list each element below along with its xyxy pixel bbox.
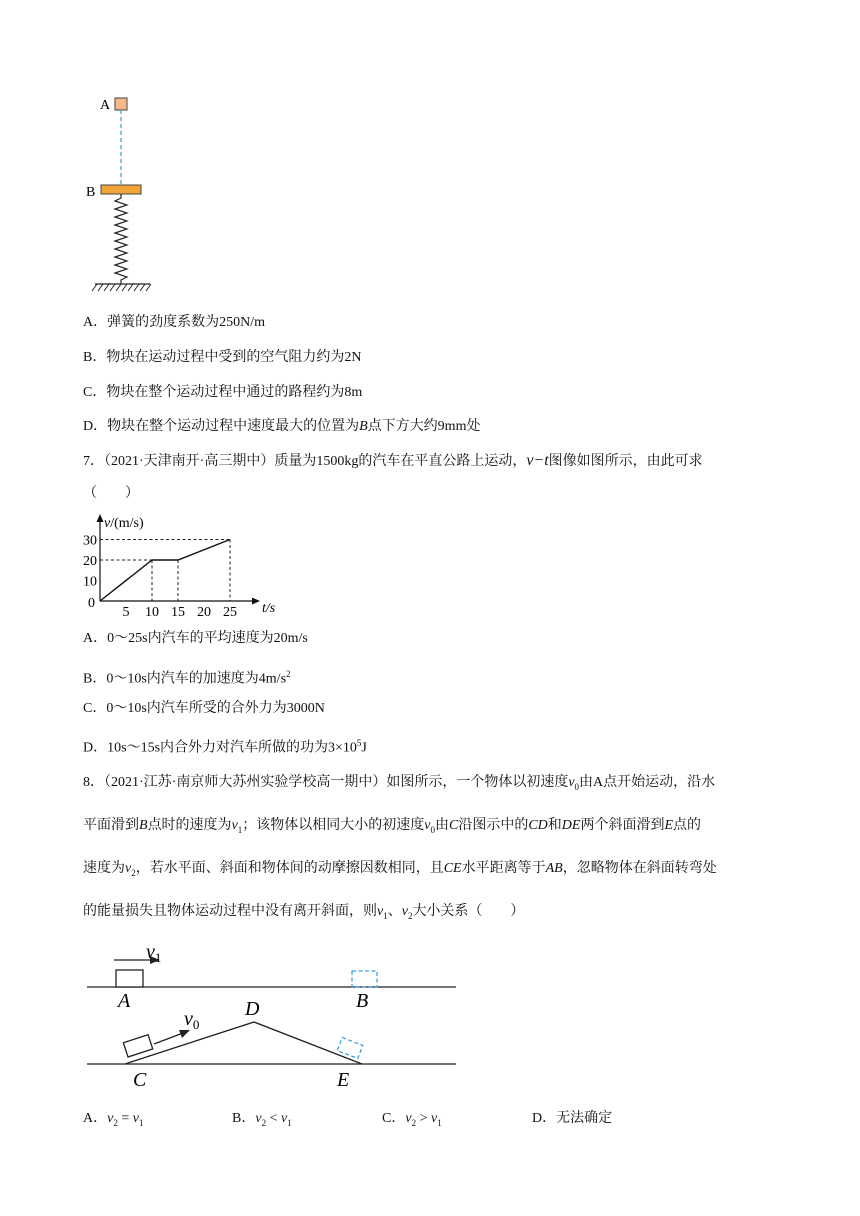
q7-stem-line2: （ ） (83, 486, 139, 501)
dashed-block-b (352, 971, 377, 987)
block-a (115, 98, 127, 110)
q7-option-a: A．0～25s内汽车的平均速度为20m/s (83, 631, 308, 646)
y-tick-label-30: 30 (83, 533, 97, 549)
q6-option-d: D．物块在整个运动过程中速度最大的位置为B点下方大约9mm处 (83, 419, 481, 434)
q7-option-d: D．10s～15s内合外力对汽车所做的功为$3\times 10^5J$ (83, 738, 367, 756)
q8-option-b: B．$v_2 < v_1$ (232, 1111, 292, 1128)
block-c (123, 1035, 152, 1057)
x-tick-label-25: 25 (223, 605, 237, 620)
label-b: B (86, 185, 96, 200)
x-tick-label-15: 15 (171, 605, 185, 620)
y-axis-arrow (97, 514, 104, 522)
q8-option-c: C．$v_2 > v_1$ (382, 1111, 442, 1128)
q8-stem-line2: 平面滑到B点时的速度为$v_1$；该物体以相同大小的初速度$v_0$由C沿图示中的CD和DE两个斜面滑到E点的 (83, 818, 702, 835)
block-a (116, 970, 143, 987)
label-c: C (133, 1069, 147, 1091)
label-d: D (245, 998, 260, 1020)
v1-label: $v_1$ (146, 941, 162, 965)
v0-label: $v_0$ (184, 1008, 200, 1032)
chart-guides (100, 540, 230, 602)
y-axis-label: v/(m/s) (104, 516, 144, 531)
q8-stem-line3: 速度为$v_2$，若水平面、斜面和物体间的动摩擦因数相同，且CE水平距离等于AB，忽略物体在斜面转弯处 (83, 861, 717, 878)
q6-option-a: A．弹簧的劲度系数为250N/m (83, 315, 266, 330)
ground-hatch (92, 284, 151, 291)
y-tick-label-10: 10 (83, 574, 97, 590)
v0-arrow-line (154, 1033, 183, 1044)
label-b: B (356, 990, 369, 1012)
x-tick-label-10: 10 (145, 605, 159, 620)
spring-figure (80, 90, 170, 295)
q7-option-b: B．0～10s内汽车的加速度为$4m/s^2$ (83, 669, 291, 687)
spring-coil (115, 194, 127, 284)
q8-stem-line4: 的能量损失且物体运动过程中没有离开斜面，则$v_1$、$v_2$大小关系（ ） (83, 904, 525, 921)
y-tick-label-20: 20 (83, 554, 97, 569)
x-axis-arrow (252, 598, 260, 605)
q7-stem-line1: 7．（2021·天津南开·高三期中）质量为1500kg的汽车在平直公路上运动，v−t图像如图所示，由此可求 (83, 452, 703, 469)
x-tick-label-5: 5 (122, 605, 130, 620)
origin-label: 0 (88, 596, 95, 611)
q8-option-a: A．$v_2 = v_1$ (83, 1111, 144, 1128)
platform-b (101, 185, 141, 194)
label-e: E (337, 1069, 350, 1091)
x-tick-label-20: 20 (197, 605, 211, 620)
q8-option-d: D．无法确定 (532, 1111, 613, 1126)
label-a: A (100, 98, 111, 113)
q8-stem-line1: 8．（2021·江苏·南京师大苏州实验学校高一期中）如图所示，一个物体以初速度$v_0$由A点开始运动，沿水 (83, 775, 716, 792)
series-line-0 (100, 540, 230, 602)
label-a: A (118, 990, 131, 1012)
slope-cde (125, 1022, 362, 1064)
q6-option-b: B．物块在运动过程中受到的空气阻力约为2N (83, 350, 362, 365)
q6-option-c: C．物块在整个运动过程中通过的路程约为8m (83, 385, 363, 400)
slope-figure (80, 938, 465, 1100)
x-axis-label: t/s (262, 601, 276, 616)
v0-arrow-head (179, 1030, 190, 1038)
chart-series (100, 540, 230, 602)
q7-option-c: C．0～10s内汽车所受的合外力为3000N (83, 701, 325, 716)
vt-chart (80, 510, 280, 620)
